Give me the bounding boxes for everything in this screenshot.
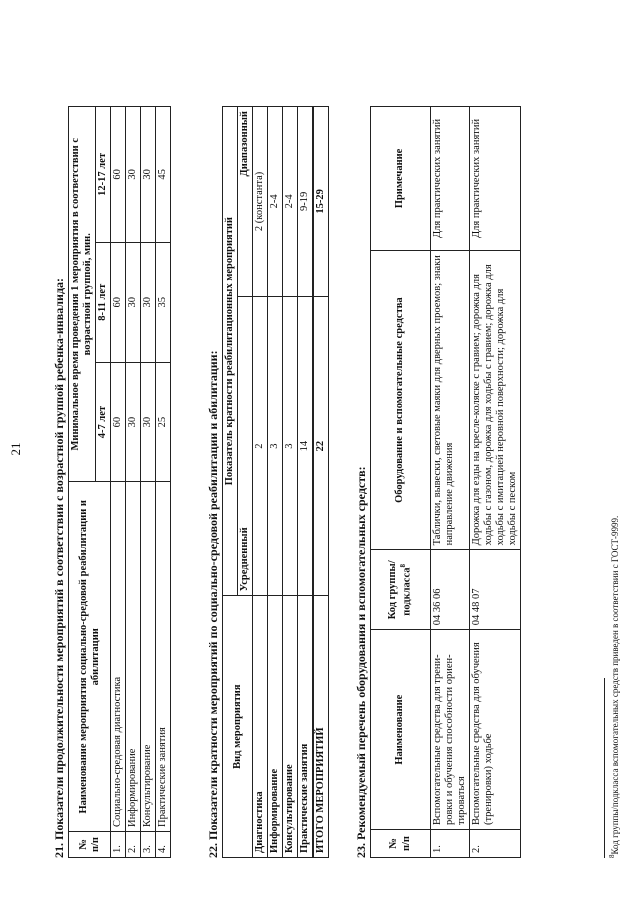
total-range: 15-29	[313, 107, 329, 297]
col-code-header	[371, 550, 431, 630]
row-num: 3.	[141, 832, 156, 858]
row-name: Практические занятия	[156, 482, 171, 832]
frequency-table	[222, 106, 329, 858]
row-value: 30	[126, 242, 141, 362]
row-range: 2-4	[268, 107, 283, 297]
row-value: 30	[141, 362, 156, 482]
col-note-header: Примечание	[371, 107, 431, 251]
col-indicator-header: Показатель кратности реабилитационных мероприятий	[223, 107, 238, 596]
row-avg: 3	[283, 296, 298, 596]
total-kind: ИТОГО МЕРОПРИЯТИЙ	[313, 596, 329, 858]
footnote-mark: 8	[608, 854, 616, 858]
age-header: 8-11 лет	[96, 242, 111, 362]
page-number: 21	[8, 442, 23, 456]
code-header-text: Код группы/подкласса	[387, 560, 413, 620]
row-value: 60	[111, 107, 126, 243]
col-avg-header: Усредненный	[238, 296, 253, 596]
row-name: Социально-средовая диагностика	[111, 482, 126, 832]
row-equipment: Дорожка для езды на кресле-коляске с гравием; дорожка для ходьбы с газоном, дорожка для ходьбы с гравием; дорожка для ходьбы с имитацией неровной поверхности; дорожка для ходьбы с песком	[470, 250, 521, 550]
footnote	[608, 516, 620, 858]
table-row	[431, 107, 470, 858]
row-kind: Консультирование	[283, 596, 298, 858]
row-value: 30	[141, 107, 156, 243]
row-num: 1.	[431, 830, 470, 858]
table-row	[268, 107, 283, 858]
table-row	[141, 107, 156, 858]
row-num: 1.	[111, 832, 126, 858]
equipment-table	[370, 106, 521, 858]
row-value: 30	[126, 107, 141, 243]
row-value: 25	[156, 362, 171, 482]
row-avg: 3	[268, 296, 283, 596]
row-note: Для практических занятий	[431, 107, 470, 251]
col-name-header: Наименование мероприятия социально-средовой реабилитации и абилитации	[69, 482, 111, 832]
row-value: 45	[156, 107, 171, 243]
table-row	[470, 107, 521, 858]
row-name: Вспомогательные средства для тренировки и обучения способности ориентироваться	[431, 630, 470, 830]
row-code: 04 36 06	[431, 550, 470, 630]
col-time-header: Минимальное время проведения 1 мероприятия в соответствии с возрастной группой, мин.	[69, 107, 96, 482]
row-value: 60	[111, 362, 126, 482]
table-row	[126, 107, 141, 858]
table-row	[253, 107, 268, 858]
row-code: 04 48 07	[470, 550, 521, 630]
row-avg: 2	[253, 296, 268, 596]
col-name-header: Наименование	[371, 630, 431, 830]
col-equipment-header: Оборудование и вспомогательные средства	[371, 250, 431, 550]
table-row	[298, 107, 314, 858]
row-num: 2.	[470, 830, 521, 858]
row-range: 2-4	[283, 107, 298, 297]
section-23-title: 23. Рекомендуемый перечень оборудования и вспомогательных средств:	[354, 466, 368, 858]
table-row	[156, 107, 171, 858]
col-num-header: № п/п	[69, 832, 111, 858]
row-name: Вспомогательные средства для обучения (тренировки) ходьбе	[470, 630, 521, 830]
col-num-header: № п/п	[371, 830, 431, 858]
col-range-header: Диапазонный	[238, 107, 253, 297]
total-avg: 22	[313, 296, 329, 596]
table-row	[111, 107, 126, 858]
row-num: 4.	[156, 832, 171, 858]
age-header: 12-17 лет	[96, 107, 111, 243]
row-value: 60	[111, 242, 126, 362]
row-range: 2 (константа)	[253, 107, 268, 297]
duration-table	[68, 106, 171, 858]
row-num: 2.	[126, 832, 141, 858]
footnote-divider	[604, 678, 605, 858]
section-22-title: 22. Показатели кратности мероприятий по социально-средовой реабилитации и абилитации:	[206, 350, 220, 858]
footnote-text: Код группы/подкласса вспомогательных средств приведен в соответствии с ГОСТ-9999.	[610, 515, 620, 855]
row-name: Консультирование	[141, 482, 156, 832]
row-kind: Практические занятия	[298, 596, 314, 858]
table-row	[283, 107, 298, 858]
row-avg: 14	[298, 296, 314, 596]
row-range: 9-19	[298, 107, 314, 297]
row-value: 35	[156, 242, 171, 362]
row-kind: Информирование	[268, 596, 283, 858]
row-note: Для практических занятий	[470, 107, 521, 251]
row-name: Информирование	[126, 482, 141, 832]
total-row	[313, 107, 329, 858]
row-value: 30	[141, 242, 156, 362]
footnote-ref: 8	[399, 563, 408, 568]
section-21-title: 21. Показатели продолжительности мероприятий в соответствии с возрастной группой ребенка-инвалида:	[52, 277, 66, 858]
row-equipment: Таблички, вывески, световые маяки для дверных проемов; знаки направление движения	[431, 250, 470, 550]
row-kind: Диагностика	[253, 596, 268, 858]
age-header: 4-7 лет	[96, 362, 111, 482]
col-kind-header: Вид мероприятия	[223, 596, 253, 858]
row-value: 30	[126, 362, 141, 482]
